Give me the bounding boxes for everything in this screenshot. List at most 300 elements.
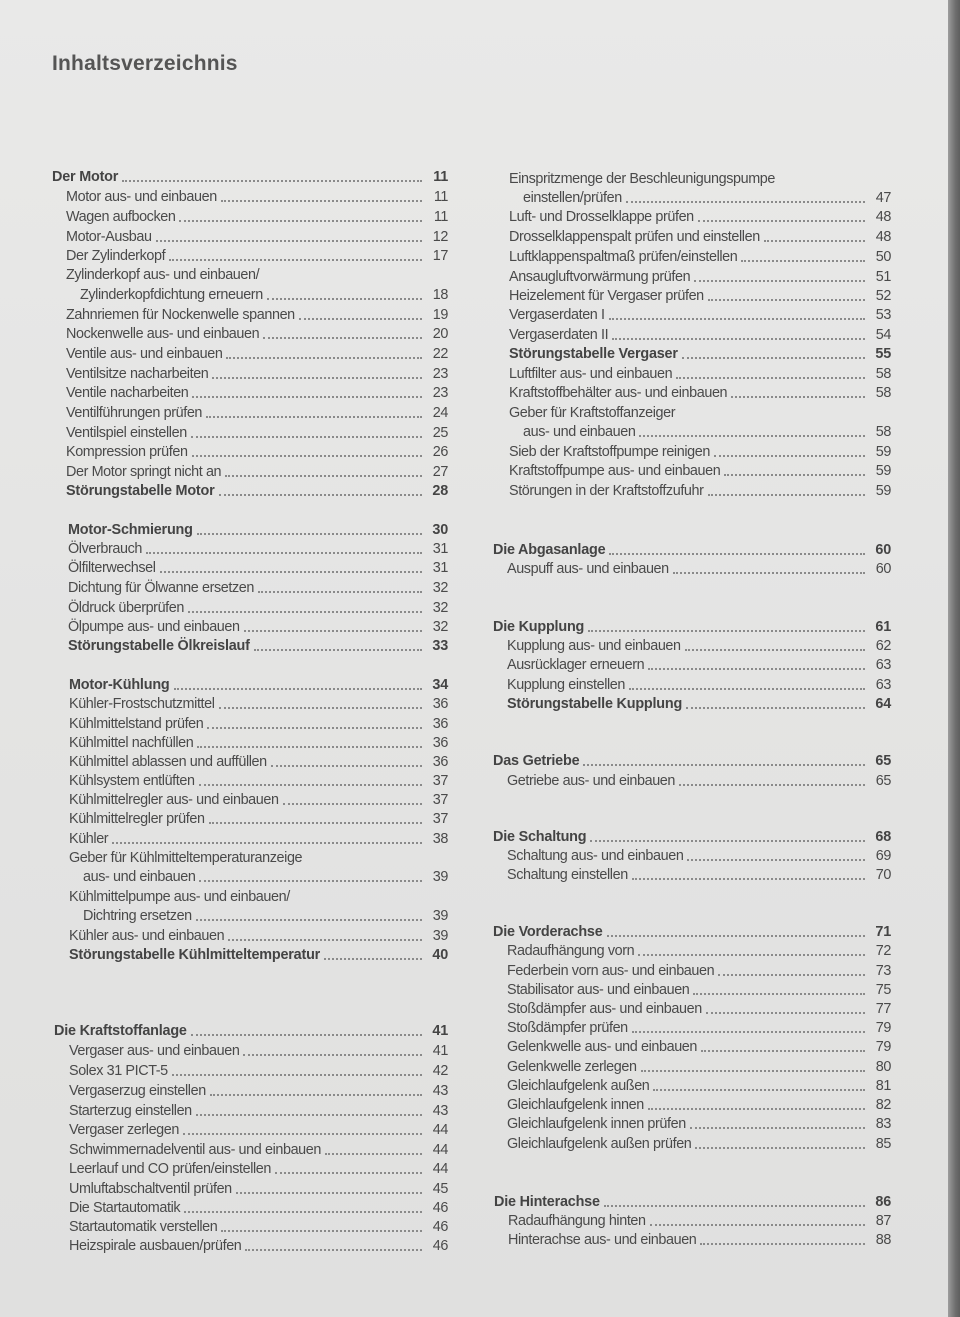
toc-section-heading [52,944,448,964]
toc-entry [52,597,448,617]
toc-page-number: 87 [875,1213,891,1229]
toc-entry-title: Dichtung für Ölwanne ersetzen [68,580,254,596]
toc-entry-title: Zylinderkopf aus- und einbauen/ [66,267,260,283]
toc-entry-title: Schaltung aus- und einbauen [507,848,684,864]
toc-entry-title: Kupplung aus- und einbauen [507,638,681,654]
toc-entry-title: Luftklappenspaltmaß prüfen/einstellen [509,249,738,265]
toc-page-number: 24 [432,405,448,421]
toc-entry-title: Gelenkwelle zerlegen [507,1059,637,1075]
toc-entry [52,186,448,206]
toc-entry-title: Die Kupplung [493,619,585,635]
toc-entry-title: Radaufhängung vorn [507,943,635,959]
toc-entry-title: Ventilführungen prüfen [66,405,203,421]
dot-leader [191,436,422,438]
toc-entry-title: Stoßdämpfer prüfen [507,1020,628,1036]
toc-page-number: 32 [432,600,448,616]
toc-entry-title: Störungstabelle Kupplung [507,696,683,712]
toc-page-number: 44 [432,1142,448,1158]
toc-entry-title: Kühler [69,831,109,847]
dot-leader [682,357,865,359]
toc-page-number: 63 [875,657,891,673]
dot-leader [225,475,422,477]
dot-leader [169,259,422,261]
toc-entry-title: Ventile nacharbeiten [66,385,189,401]
toc-entry [52,206,448,226]
dot-leader [184,1211,422,1213]
dot-leader [764,240,865,242]
toc-entry [493,324,891,344]
toc-section-heading [52,635,448,655]
toc-entry-title: Solex 31 PICT-5 [69,1063,168,1079]
toc-entry [493,558,891,578]
toc-entry [493,1036,891,1056]
toc-section-heading [493,616,891,636]
toc-entry [52,1060,448,1080]
toc-entry-title: Kühlmittel nachfüllen [69,735,194,751]
dot-leader [197,746,422,748]
toc-entry-title: Kühler-Frostschutzmittel [69,696,215,712]
dot-leader [686,707,865,709]
toc-entry [52,1100,448,1120]
dot-leader [263,337,422,339]
toc-page-number: 79 [875,1039,891,1055]
toc-page-number: 32 [432,580,448,596]
toc-entry [52,323,448,343]
toc-page-number: 11 [433,209,448,225]
toc-page-number: 36 [432,696,448,712]
toc-entry-title: Ausrücklager erneuern [507,657,645,673]
toc-entry [493,1133,891,1153]
toc-entry [52,402,448,422]
dot-leader [687,859,865,861]
toc-entry-title: Motor-Schmierung [68,522,193,538]
toc-entry-title: Störungstabelle Kühlmitteltemperatur [69,947,321,963]
toc-page-number: 50 [875,249,891,265]
toc-entry-title: Ventile aus- und einbauen [66,346,223,362]
toc-entry [52,1139,448,1159]
toc-entry [52,382,448,402]
toc-entry [493,441,891,461]
toc-entry-title: Einspritzmenge der Beschleunigungspumpe [509,171,775,187]
dot-leader [192,396,422,398]
toc-page-number: 19 [432,307,448,323]
dot-leader [701,1050,865,1052]
toc-page-number: 46 [432,1219,448,1235]
dot-leader [192,455,422,457]
toc-page-number: 70 [875,867,891,883]
toc-entry [493,246,891,266]
dot-leader [724,474,865,476]
toc-page-number: 43 [432,1083,448,1099]
dot-leader [267,298,422,300]
dot-leader [160,571,422,573]
toc-page-number: 69 [875,848,891,864]
toc-entry [52,1080,448,1100]
dot-leader [221,1230,422,1232]
toc-entry-title: Kompression prüfen [66,444,188,460]
toc-page-number: 42 [432,1063,448,1079]
toc-entry-title: Störungstabelle Motor [66,483,215,499]
dot-leader [112,842,422,844]
dot-leader [196,1114,422,1116]
toc-entry-title: Heizspirale ausbauen/prüfen [69,1238,242,1254]
toc-page-number: 26 [432,444,448,460]
dot-leader [183,1133,422,1135]
toc-section-heading [52,519,448,539]
toc-entry-title: Vergaserdaten II [509,327,609,343]
dot-leader [212,377,422,379]
dot-leader [629,688,865,690]
dot-leader [700,1243,865,1245]
toc-entry [493,845,891,865]
toc-entry [52,905,448,925]
toc-page-number: 44 [432,1161,448,1177]
dot-leader [695,1147,865,1149]
dot-leader [632,878,865,880]
toc-page-number: 38 [432,831,448,847]
toc-page-number: 34 [432,677,448,693]
toc-entry [493,266,891,286]
toc-page-number: 28 [432,483,448,499]
toc-page-number: 37 [432,773,448,789]
toc-entry [493,1229,891,1249]
dot-leader [694,280,865,282]
toc-entry [52,1119,448,1139]
dot-leader [690,1127,865,1129]
dot-leader [706,1012,865,1014]
toc-page-number: 60 [875,561,891,577]
toc-page-number: 65 [875,773,891,789]
toc-entry-title: Die Abgasanlage [493,542,606,558]
dot-leader [174,688,423,690]
dot-leader [122,180,422,182]
toc-entry-title: Drosselklappenspalt prüfen und einstellen [509,229,760,245]
toc-entry-title: Zahnriemen für Nockenwelle spannen [66,307,295,323]
toc-entry-title: Heizelement für Vergaser prüfen [509,288,704,304]
toc-page-number: 30 [432,522,448,538]
dot-leader [650,1224,865,1226]
toc-entry-title: Luftfilter aus- und einbauen [509,366,673,382]
toc-entry [493,1075,891,1095]
toc-entry-title: Gleichlaufgelenk außen prüfen [507,1136,692,1152]
dot-leader [648,1108,865,1110]
toc-page-number: 32 [432,619,448,635]
toc-page-number: 60 [875,542,891,558]
toc-entry-title: Geber für Kühlmitteltemperaturanzeige [69,850,303,866]
toc-entry-title: Motor-Ausbau [66,229,152,245]
toc-entry [493,979,891,999]
toc-entry [52,713,448,733]
toc-entry [52,616,448,636]
dot-leader [693,993,865,995]
toc-section-heading [493,750,891,770]
dot-leader [191,1034,422,1036]
toc-entry-title: Sieb der Kraftstoffpumpe reinigen [509,444,710,460]
toc-entry-title: Ventilsitze nacharbeiten [66,366,209,382]
dot-leader [275,1172,422,1174]
toc-page-number: 58 [875,424,891,440]
toc-page-number: 52 [875,288,891,304]
toc-entry-title: aus- und einbauen [523,424,636,440]
toc-page-number: 64 [875,696,891,712]
toc-page-number: 81 [875,1078,891,1094]
dot-leader [146,552,422,554]
toc-page-number: 12 [432,229,448,245]
toc-page-number: 82 [875,1097,891,1113]
toc-section-heading [493,343,891,363]
toc-entry [493,402,891,422]
toc-section-heading [493,693,891,713]
toc-page-number: 59 [875,444,891,460]
dot-leader [609,318,865,320]
toc-entry-title: Luft- und Drosselklappe prüfen [509,209,694,225]
toc-page-number: 88 [875,1232,891,1248]
toc-entry [52,828,448,848]
toc-entry [52,770,448,790]
dot-leader [236,1192,422,1194]
toc-entry [52,304,448,324]
toc-page-number: 65 [875,753,891,769]
toc-page-number: 39 [432,928,448,944]
toc-entry [493,187,891,207]
toc-page-number: 61 [875,619,891,635]
toc-entry-title: Motor aus- und einbauen [66,189,217,205]
dot-leader [708,299,865,301]
dot-leader [590,840,865,842]
toc-entry-title: Kühlmittelregler prüfen [69,811,205,827]
toc-page-number: 59 [875,483,891,499]
toc-page-number: 59 [875,463,891,479]
toc-page-number: 43 [432,1103,448,1119]
dot-leader [583,764,865,766]
toc-section-heading [493,1191,891,1211]
toc-entry [493,1113,891,1133]
toc-page-number: 37 [432,811,448,827]
toc-page-number: 31 [432,541,448,557]
toc-page-number: 58 [875,366,891,382]
toc-entry [52,577,448,597]
toc-entry-title: Öldruck überprüfen [68,600,184,616]
toc-entry [52,226,448,246]
toc-page-number: 83 [875,1116,891,1132]
toc-page-number: 80 [875,1059,891,1075]
toc-entry-title: Der Zylinderkopf [66,248,166,264]
dot-leader [210,1094,422,1096]
toc-page-number: 72 [875,943,891,959]
dot-leader [206,416,422,418]
dot-leader [219,494,422,496]
toc-entry-title: Zylinderkopfdichtung erneuern [80,287,263,303]
toc-entry [52,422,448,442]
toc-page-number: 39 [432,908,448,924]
dot-leader [653,1089,865,1091]
toc-entry-title: Die Hinterachse [494,1194,600,1210]
dot-leader [325,1153,422,1155]
toc-entry [493,480,891,500]
toc-entry [493,1210,891,1230]
toc-entry [493,960,891,980]
dot-leader [156,240,422,242]
dot-leader [245,1249,422,1251]
toc-entry [52,808,448,828]
toc-entry-title: Hinterachse aus- und einbauen [508,1232,697,1248]
dot-leader [673,572,865,574]
toc-entry [52,1235,448,1255]
dot-leader [609,553,865,555]
toc-entry [493,382,891,402]
toc-page-number: 11 [433,169,448,185]
toc-entry-title: Ansaugluftvorwärmung prüfen [509,269,691,285]
toc-page-number: 11 [433,189,448,205]
toc-entry-title: aus- und einbauen [83,869,196,885]
dot-leader [632,1031,865,1033]
toc-page-number: 18 [432,287,448,303]
dot-leader [271,765,422,767]
toc-entry [52,732,448,752]
toc-entry-title: Ölverbrauch [68,541,142,557]
toc-entry-title: Nockenwelle aus- und einbauen [66,326,260,342]
dot-leader [197,533,422,535]
toc-page-number: 44 [432,1122,448,1138]
toc-entry-title: Vergaserzug einstellen [69,1083,206,1099]
toc-entry [493,1056,891,1076]
toc-entry [493,421,891,441]
dot-leader [607,935,865,937]
toc-entry-title: Kühlsystem entlüften [69,773,195,789]
toc-entry-title: Die Vorderachse [493,924,603,940]
dot-leader [648,668,865,670]
toc-entry-title: Starterzug einstellen [69,1103,192,1119]
toc-entry-title: Schwimmernadelventil aus- und einbauen [69,1142,321,1158]
toc-page-number: 33 [432,638,448,654]
toc-entry [52,1216,448,1236]
toc-page-number: 37 [432,792,448,808]
toc-entry-title: Stoßdämpfer aus- und einbauen [507,1001,702,1017]
toc-section-heading [52,1020,448,1040]
dot-leader [226,357,422,359]
toc-entry-title: Stabilisator aus- und einbauen [507,982,690,998]
toc-page-number: 77 [875,1001,891,1017]
toc-entry [52,1158,448,1178]
page-edge-shadow [948,0,960,1317]
dot-leader [638,954,865,956]
toc-entry-title: Vergaser aus- und einbauen [69,1043,240,1059]
toc-entry-title: Die Schaltung [493,829,587,845]
toc-entry-title: Federbein vorn aus- und einbauen [507,963,715,979]
toc-entry-title: Ventilspiel einstellen [66,425,187,441]
toc-page-number: 63 [875,677,891,693]
toc-entry-title: Gleichlaufgelenk innen prüfen [507,1116,686,1132]
toc-entry-title: Wagen aufbocken [66,209,176,225]
toc-page-number: 46 [432,1238,448,1254]
toc-page-number: 25 [432,425,448,441]
dot-leader [685,649,865,651]
toc-entry-title: Umluftabschaltventil prüfen [69,1181,232,1197]
dot-leader [199,784,422,786]
toc-entry-title: Kühler aus- und einbauen [69,928,225,944]
toc-page-number: 47 [875,190,891,206]
dot-leader [731,396,865,398]
toc-entry-title: Kupplung einstellen [507,677,626,693]
toc-entry [52,461,448,481]
toc-page-number: 20 [432,326,448,342]
page-title: Inhaltsverzeichnis [52,52,238,75]
toc-entry [52,557,448,577]
toc-entry [52,1197,448,1217]
toc-entry-title: Die Kraftstoffanlage [54,1023,187,1039]
toc-entry [493,285,891,305]
dot-leader [228,939,422,941]
toc-entry [493,363,891,383]
dot-leader [612,338,865,340]
dot-leader [244,630,422,632]
toc-page-number: 71 [875,924,891,940]
toc-entry [493,635,891,655]
toc-entry-title: Der Motor springt nicht an [66,464,222,480]
dot-leader [718,974,865,976]
dot-leader [714,455,865,457]
toc-entry-title: Störungstabelle Vergaser [509,346,678,362]
toc-page-number: 27 [432,464,448,480]
dot-leader [676,377,865,379]
toc-entry [493,460,891,480]
dot-leader [639,435,865,437]
toc-entry [493,940,891,960]
toc-page-number: 31 [432,560,448,576]
toc-entry [493,1017,891,1037]
dot-leader [254,649,422,651]
toc-page-number: 23 [432,385,448,401]
toc-entry-title: Gleichlaufgelenk innen [507,1097,644,1113]
toc-entry-title: Gleichlaufgelenk außen [507,1078,650,1094]
dot-leader [179,220,422,222]
toc-entry-title: Radaufhängung hinten [508,1213,646,1229]
toc-entry-title: Ölpumpe aus- und einbauen [68,619,240,635]
dot-leader [626,201,865,203]
toc-page-number: 58 [875,385,891,401]
toc-page-number: 79 [875,1020,891,1036]
toc-section-heading [493,539,891,559]
toc-page-number: 48 [875,209,891,225]
toc-entry-title: Die Startautomatik [69,1200,181,1216]
dot-leader [641,1070,865,1072]
dot-leader [741,260,865,262]
toc-entry [493,1094,891,1114]
toc-entry-title: Startautomatik verstellen [69,1219,218,1235]
toc-page-number: 22 [432,346,448,362]
toc-entry [52,866,448,886]
toc-entry [493,168,891,188]
dot-leader [604,1205,865,1207]
toc-section-heading [52,166,448,186]
toc-entry-title: Das Getriebe [493,753,580,769]
toc-entry-title: Ölfilterwechsel [68,560,156,576]
toc-page-number: 36 [432,716,448,732]
toc-entry [52,538,448,558]
toc-section-heading [493,826,891,846]
dot-leader [207,727,422,729]
toc-page-number: 54 [875,327,891,343]
toc-entry [52,789,448,809]
dot-leader [283,803,422,805]
dot-leader [221,200,422,202]
toc-entry-title: Kühlmittel ablassen und auffüllen [69,754,267,770]
toc-entry [52,847,448,867]
toc-entry [52,343,448,363]
toc-page-number: 46 [432,1200,448,1216]
toc-page-number: 17 [432,248,448,264]
toc-entry-title: einstellen/prüfen [523,190,622,206]
